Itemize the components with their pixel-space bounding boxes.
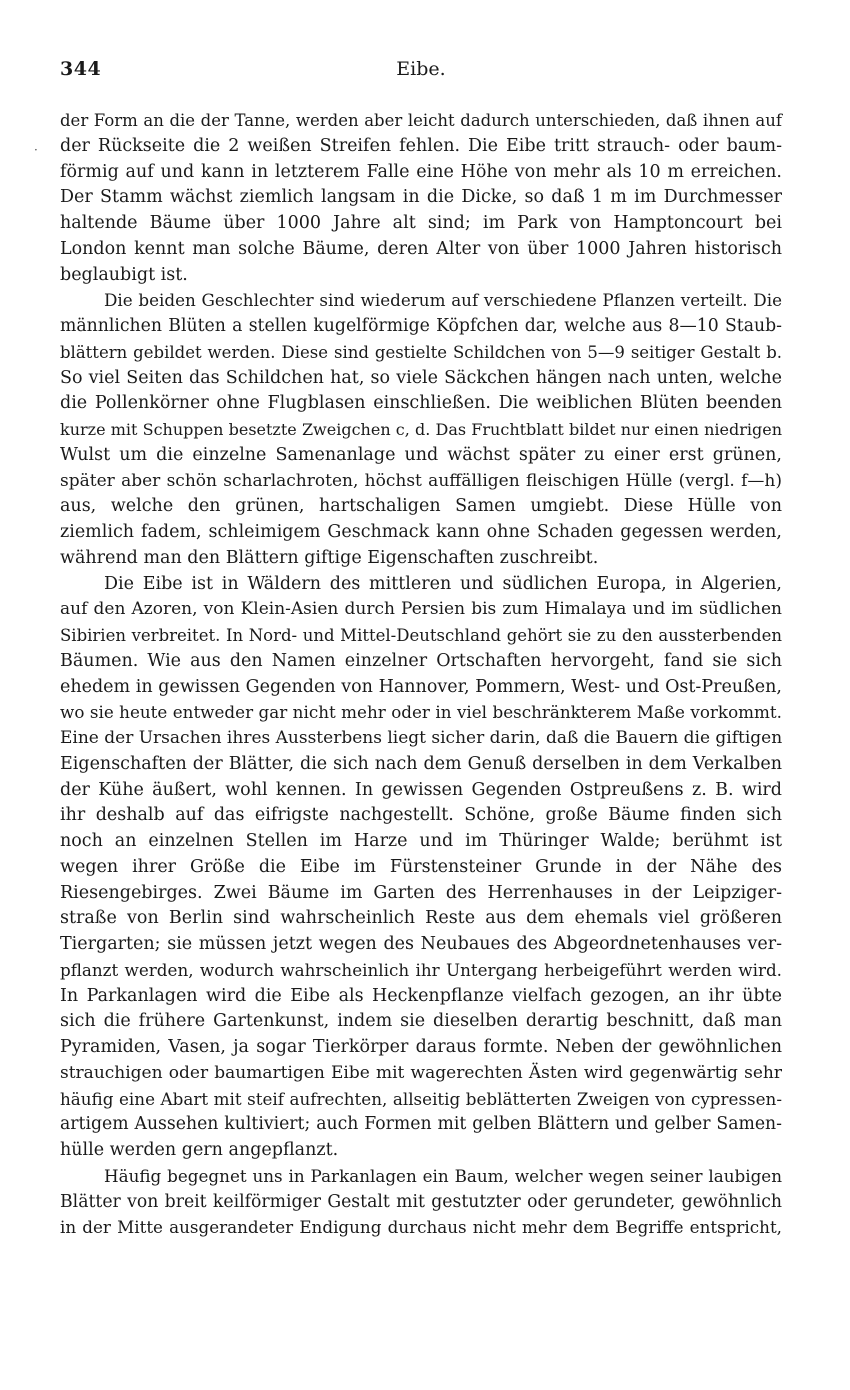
text-line: Eigenschaften der Blätter, die sich nach dem Genuß derselben in dem Verkalben — [60, 753, 782, 774]
text-line: Die Eibe ist in Wäldern des mittleren und südlichen Europa, in Algerien, — [104, 573, 782, 594]
text-line: ihr deshalb auf das eifrigste nachgestellt. Schöne, große Bäume finden sich — [60, 805, 782, 826]
text-line: London kennt man solche Bäume, deren Alter von über 1000 Jahren historisch — [60, 238, 782, 259]
margin-mark: · — [34, 143, 38, 157]
text-line: artigem Aussehen kultiviert; auch Formen mit gelben Blättern und gelber Samen- — [60, 1114, 782, 1135]
text-line: auf den Azoren, von Klein-Asien durch Persien bis zum Himalaya und im südlichen — [60, 599, 782, 620]
text-line: blättern gebildet werden. Diese sind gestielte Schildchen von 5—9 seitiger Gestalt b. — [60, 342, 782, 362]
text-line: Pyramiden, Vasen, ja sogar Tierkörper daraus formte. Neben der gewöhnlichen — [60, 1037, 782, 1057]
text-line: Riesengebirges. Zwei Bäume im Garten des Herrenhauses in der Leipziger- — [60, 882, 782, 903]
text-line: beglaubigt ist. — [60, 264, 188, 285]
paragraph — [60, 572, 782, 1164]
text-line: straße von Berlin sind wahrscheinlich Reste aus dem ehemals viel größeren — [60, 908, 782, 929]
text-line: aus, welche den grünen, hartschaligen Samen umgiebt. Diese Hülle von — [60, 496, 782, 517]
text-line: noch an einzelnen Stellen im Harze und im Thüringer Walde; berühmt ist — [60, 831, 782, 851]
text-line: So viel Seiten das Schildchen hat, so viele Säckchen hängen nach unten, welche — [60, 367, 782, 388]
paragraph — [60, 1164, 782, 1241]
paragraph — [60, 108, 782, 288]
text-line: kurze mit Schuppen besetzte Zweigchen c, d. Das Fruchtblatt bildet nur einen niedrigen — [60, 420, 782, 439]
text-line: in der Mitte ausgerandeter Endigung durchaus nicht mehr dem Begriffe entspricht, — [60, 1217, 782, 1238]
text-line: ehedem in gewissen Gegenden von Hannover, Pommern, West- und Ost-Preußen, — [60, 676, 782, 697]
page-number: 344 — [60, 58, 102, 80]
text-line: pflanzt werden, wodurch wahrscheinlich ihr Untergang herbeigeführt werden wird. — [60, 959, 782, 980]
body-text — [60, 108, 782, 1241]
text-line: der Form an die der Tanne, werden aber leicht dadurch unterschieden, daß ihnen auf — [60, 111, 782, 130]
text-line: Wulst um die einzelne Samenanlage und wächst später zu einer erst grünen, — [60, 444, 782, 465]
text-line: wo sie heute entweder gar nicht mehr oder in viel beschränkterem Maße vorkommt. — [60, 702, 782, 723]
text-line: Bäumen. Wie aus den Namen einzelner Ortschaften hervorgeht, fand sie sich — [60, 650, 782, 671]
text-line: während man den Blättern giftige Eigenschaften zuschreibt. — [60, 547, 599, 568]
text-line: förmig auf und kann in letzterem Falle eine Höhe von mehr als 10 m erreichen. — [60, 161, 782, 182]
text-line: sich die frühere Gartenkunst, indem sie dieselben derartig beschnitt, daß man — [60, 1011, 782, 1032]
text-line: Tiergarten; sie müssen jetzt wegen des Neubaues des Abgeordnetenhauses ver- — [60, 934, 782, 954]
text-line: die Pollenkörner ohne Flugblasen einschließen. Die weiblichen Blüten beenden — [60, 393, 782, 414]
text-line: später aber schön scharlachroten, höchst auffälligen fleischigen Hülle (vergl. f—h) — [60, 470, 782, 491]
page-header — [60, 58, 782, 88]
text-line: häufig eine Abart mit steif aufrechten, allseitig beblätterten Zweigen von cypressen- — [60, 1088, 782, 1109]
text-line: männlichen Blüten a stellen kugelförmige Köpfchen dar, welche aus 8—10 Staub- — [60, 316, 782, 336]
text-line: Sibirien verbreitet. In Nord- und Mittel-Deutschland gehört sie zu den aussterbenden — [60, 626, 782, 645]
text-line: Eine der Ursachen ihres Aussterbens liegt sicher darin, daß die Bauern die giftigen — [60, 728, 783, 748]
text-line: strauchigen oder baumartigen Eibe mit wagerechten Ästen wird gegenwärtig sehr — [60, 1062, 782, 1083]
text-line: haltende Bäume über 1000 Jahre alt sind; im Park von Hamptoncourt bei — [60, 213, 782, 233]
text-line: Die beiden Geschlechter sind wiederum auf verschiedene Pflanzen verteilt. Die — [104, 290, 782, 311]
text-line: hülle werden gern angepflanzt. — [60, 1140, 339, 1160]
running-head: Eibe. — [396, 58, 446, 80]
text-line: Der Stamm wächst ziemlich langsam in die Dicke, so daß 1 m im Durchmesser — [60, 187, 782, 208]
text-line: ziemlich fadem, schleimigem Geschmack kann ohne Schaden gegessen werden, — [60, 522, 782, 542]
text-line: der Rückseite die 2 weißen Streifen fehlen. Die Eibe tritt strauch- oder baum- — [60, 135, 782, 156]
text-line: wegen ihrer Größe die Eibe im Fürstensteiner Grunde in der Nähe des — [60, 856, 782, 877]
paragraph — [60, 288, 782, 571]
text-line: Blätter von breit keilförmiger Gestalt mit gestutzter oder gerundeter, gewöhnlich — [60, 1191, 782, 1212]
text-line: Häufig begegnet uns in Parkanlagen ein Baum, welcher wegen seiner laubigen — [104, 1165, 782, 1186]
text-line: In Parkanlagen wird die Eibe als Heckenpflanze vielfach gezogen, an ihr übte — [60, 985, 782, 1006]
text-line: der Kühe äußert, wohl kennen. In gewissen Gegenden Ostpreußens z. B. wird — [60, 779, 782, 800]
